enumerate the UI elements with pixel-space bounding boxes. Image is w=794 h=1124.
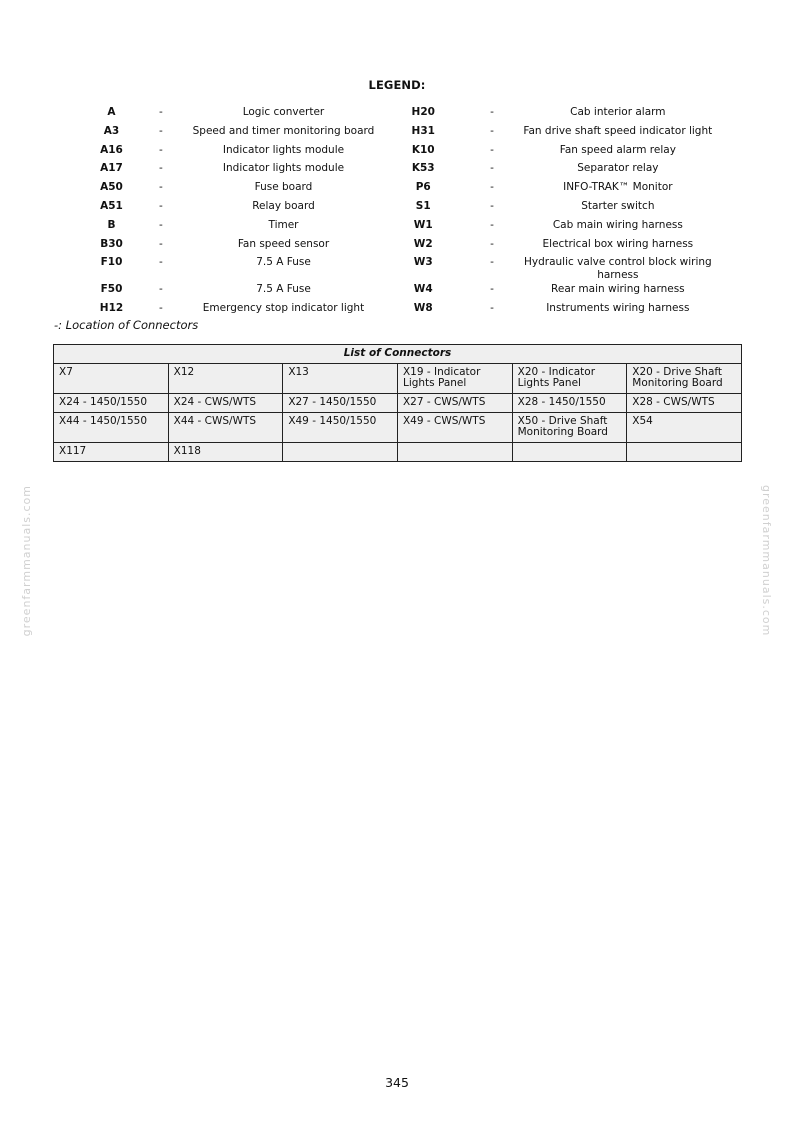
connector-cell: X19 - Indicator Lights Panel (397, 363, 512, 393)
connector-cell: X27 - 1450/1550 (283, 393, 398, 412)
connector-cell: X49 - CWS/WTS (397, 412, 512, 442)
legend-dash: - (159, 162, 163, 175)
legend-code: F10 (100, 256, 123, 269)
legend-description: Fan speed alarm relay (559, 143, 676, 156)
legend-description: 7.5 A Fuse (256, 283, 311, 296)
legend-dash: - (490, 106, 494, 118)
legend-row (90, 281, 720, 300)
legend-dash: - (159, 256, 163, 269)
connector-cell: X20 - Drive Shaft Monitoring Board (627, 363, 742, 393)
connector-cell: X13 (283, 363, 398, 393)
watermark-left: greenfarmmanuals.com (20, 485, 33, 637)
table-row (54, 363, 742, 393)
legend-row (90, 104, 720, 123)
legend-code: K53 (411, 162, 435, 175)
legend-row (90, 236, 720, 255)
table-row (54, 412, 742, 442)
legend-dash: - (490, 237, 494, 250)
legend-dash: - (159, 143, 163, 156)
legend-code: A51 (100, 199, 123, 212)
legend-code: A50 (100, 181, 123, 194)
connector-cell: X28 - 1450/1550 (512, 393, 627, 412)
page-number: 345 (385, 1075, 409, 1090)
connector-cell: X12 (168, 363, 283, 393)
legend-description: Timer (268, 218, 299, 231)
legend-description: Fan drive shaft speed indicator light (523, 124, 713, 137)
legend-dash: - (159, 124, 163, 137)
legend-code: A3 (103, 124, 120, 137)
legend-code: H12 (99, 302, 124, 315)
connectors-title-text: List of Connectors (343, 347, 452, 359)
legend-description: Indicator lights module (222, 162, 345, 175)
connector-cell: X117 (54, 442, 169, 461)
legend-table (90, 104, 720, 319)
legend-code: F50 (100, 283, 123, 296)
legend-code: A (107, 106, 116, 118)
legend-description: Starter switch (581, 199, 655, 212)
legend-description: Separator relay (577, 162, 659, 175)
legend-dash: - (159, 218, 163, 231)
legend-code: S1 (415, 199, 431, 212)
legend-dash: - (490, 302, 494, 315)
legend-row (90, 179, 720, 198)
legend-row (90, 254, 720, 281)
connector-cell (283, 442, 398, 461)
connector-cell: X24 - 1450/1550 (54, 393, 169, 412)
legend-row (90, 142, 720, 161)
connector-cell (397, 442, 512, 461)
legend-code: A16 (100, 143, 123, 156)
legend-code: B30 (100, 237, 123, 250)
legend-description: 7.5 A Fuse (256, 256, 311, 269)
connector-cell: X24 - CWS/WTS (168, 393, 283, 412)
legend-description: Electrical box wiring harness (542, 237, 694, 250)
connector-cell: X50 - Drive Shaft Monitoring Board (512, 412, 627, 442)
legend-code: P6 (415, 181, 431, 194)
legend-dash: - (159, 302, 163, 315)
connector-cell: X27 - CWS/WTS (397, 393, 512, 412)
legend-dash: - (490, 283, 494, 296)
section-note: -: Location of Connectors (54, 318, 199, 332)
legend-description: Emergency stop indicator light (202, 302, 365, 315)
legend-code: W1 (413, 218, 433, 231)
connector-cell (512, 442, 627, 461)
legend-code: A17 (100, 162, 123, 175)
watermark-right: greenfarmmanuals.com (760, 485, 773, 637)
legend-description: Relay board (252, 199, 315, 212)
connector-cell: X54 (627, 412, 742, 442)
legend-dash: - (159, 283, 163, 296)
table-row (54, 442, 742, 461)
legend-code: H20 (411, 106, 435, 118)
legend-dash: - (490, 124, 494, 137)
legend-row (90, 300, 720, 319)
legend-dash: - (159, 237, 163, 250)
connector-cell (627, 442, 742, 461)
legend-row (90, 217, 720, 236)
legend-dash: - (159, 106, 163, 118)
connector-cell: X49 - 1450/1550 (283, 412, 398, 442)
legend-code: W4 (413, 283, 433, 296)
legend-description: Instruments wiring harness (546, 302, 690, 315)
legend-code: H31 (411, 124, 435, 137)
legend-code: W3 (413, 256, 433, 269)
legend-description: Fuse board (254, 181, 313, 194)
legend-description: Rear main wiring harness (551, 283, 685, 296)
legend-dash: - (490, 199, 494, 212)
connector-cell: X118 (168, 442, 283, 461)
connector-cell: X28 - CWS/WTS (627, 393, 742, 412)
connector-cell: X7 (54, 363, 169, 393)
legend-code: W8 (413, 302, 433, 315)
connector-cell: X20 - Indicator Lights Panel (512, 363, 627, 393)
legend-description: Cab main wiring harness (552, 218, 683, 231)
legend-description: Fan speed sensor (237, 237, 330, 250)
legend-dash: - (159, 199, 163, 212)
legend-row (90, 160, 720, 179)
legend-dash: - (490, 181, 494, 194)
connectors-table (53, 344, 742, 462)
legend-row (90, 123, 720, 142)
legend-code: B (107, 218, 116, 231)
connector-cell: X44 - CWS/WTS (168, 412, 283, 442)
legend-dash: - (490, 143, 494, 156)
legend-description: Logic converter (242, 106, 325, 118)
legend-description: INFO-TRAK™ Monitor (563, 181, 673, 194)
legend-dash: - (490, 256, 494, 269)
legend-dash: - (159, 181, 163, 194)
legend-dash: - (490, 162, 494, 175)
legend-dash: - (490, 218, 494, 231)
legend-title: LEGEND: (368, 78, 426, 92)
connector-cell: X44 - 1450/1550 (54, 412, 169, 442)
legend-description: Hydraulic valve control block wiring harness (523, 256, 712, 281)
table-row (54, 393, 742, 412)
legend-row (90, 198, 720, 217)
legend-code: W2 (413, 237, 433, 250)
legend-description: Cab interior alarm (570, 106, 666, 118)
connectors-table-title (54, 345, 742, 364)
legend-description: Indicator lights module (222, 143, 345, 156)
legend-code: K10 (411, 143, 435, 156)
legend-description: Speed and timer monitoring board (192, 124, 375, 137)
